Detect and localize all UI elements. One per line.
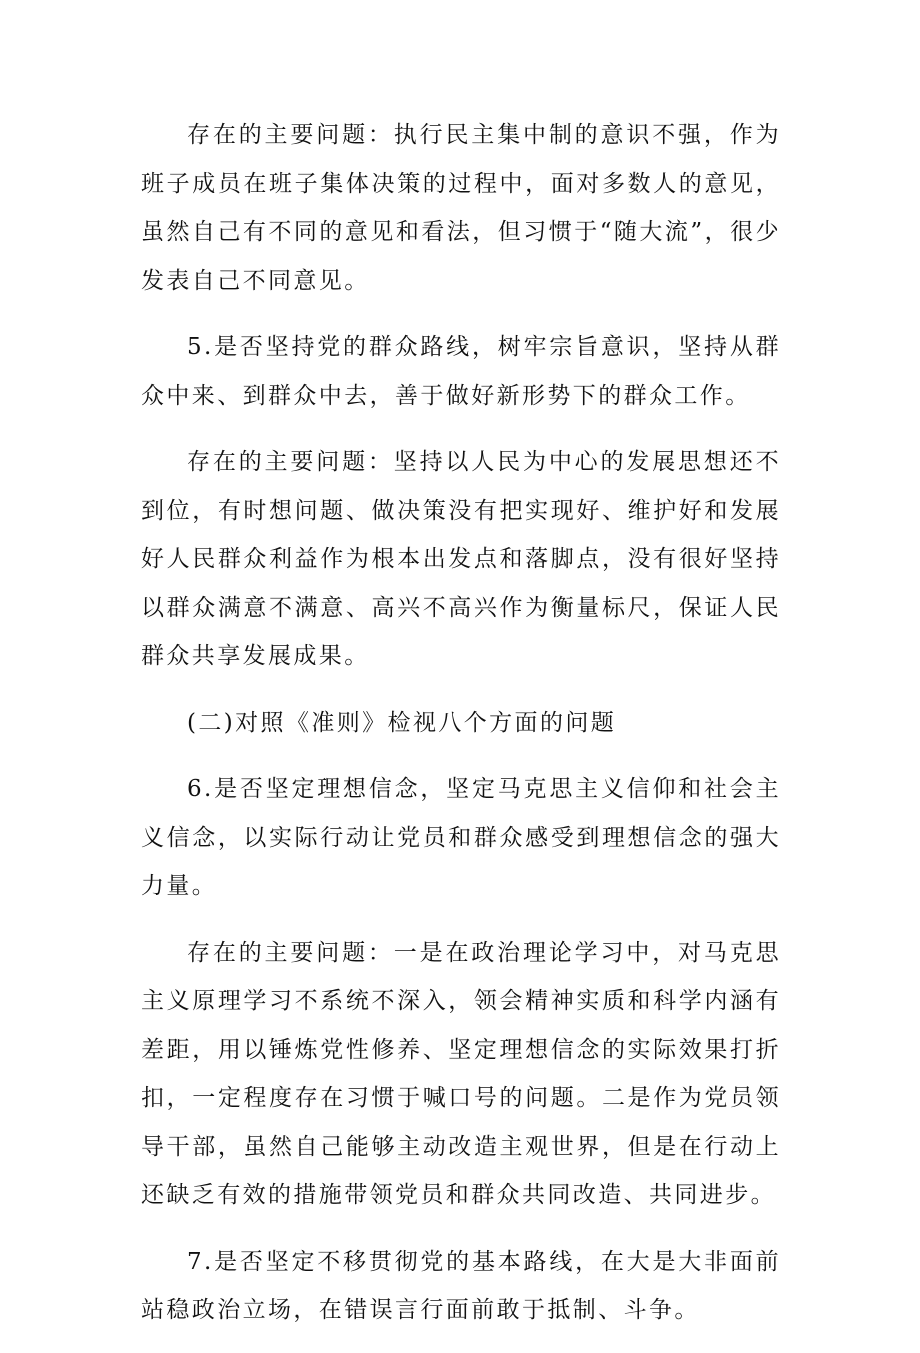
section-heading-eight-aspects: (二)对照《准则》检视八个方面的问题 xyxy=(187,709,617,736)
paragraph-problem-democratic-centralism: 存在的主要问题：执行民主集中制的意识不强，作为班子成员在班子集体决策的过程中，面对多数人的意见，虽然自己有不同的意见和看法，但习惯于“随大流”，很少发表自己不同意见。 xyxy=(141,122,781,294)
document-body xyxy=(141,111,781,1353)
paragraph-item-7: 7.是否坚定不移贯彻党的基本路线，在大是大非面前站稳政治立场，在错误言行面前敢于抵制、斗争。 xyxy=(141,1248,781,1323)
paragraph-problem-ideals-beliefs: 存在的主要问题：一是在政治理论学习中，对马克思主义原理学习不系统不深入，领会精神实质和科学内涵有差距，用以锤炼党性修养、坚定理想信念的实际效果打折扣，一定程度存在习惯于喊口号的问题。二是作为党员领导干部，虽然自己能够主动改造主观世界，但是在行动上还缺乏有效的措施带领党员和群众共同改造、共同进步。 xyxy=(141,939,781,1208)
paragraph-item-5: 5.是否坚持党的群众路线，树牢宗旨意识，坚持从群众中来、到群众中去，善于做好新形势下的群众工作。 xyxy=(141,334,781,409)
paragraph-problem-people-centered: 存在的主要问题：坚持以人民为中心的发展思想还不到位，有时想问题、做决策没有把实现好、维护好和发展好人民群众利益作为根本出发点和落脚点，没有很好坚持以群众满意不满意、高兴不高兴作为衡量标尺，保证人民群众共享发展成果。 xyxy=(141,449,781,669)
paragraph-item-6: 6.是否坚定理想信念，坚定马克思主义信仰和社会主义信念，以实际行动让党员和群众感受到理想信念的强大力量。 xyxy=(141,776,781,899)
